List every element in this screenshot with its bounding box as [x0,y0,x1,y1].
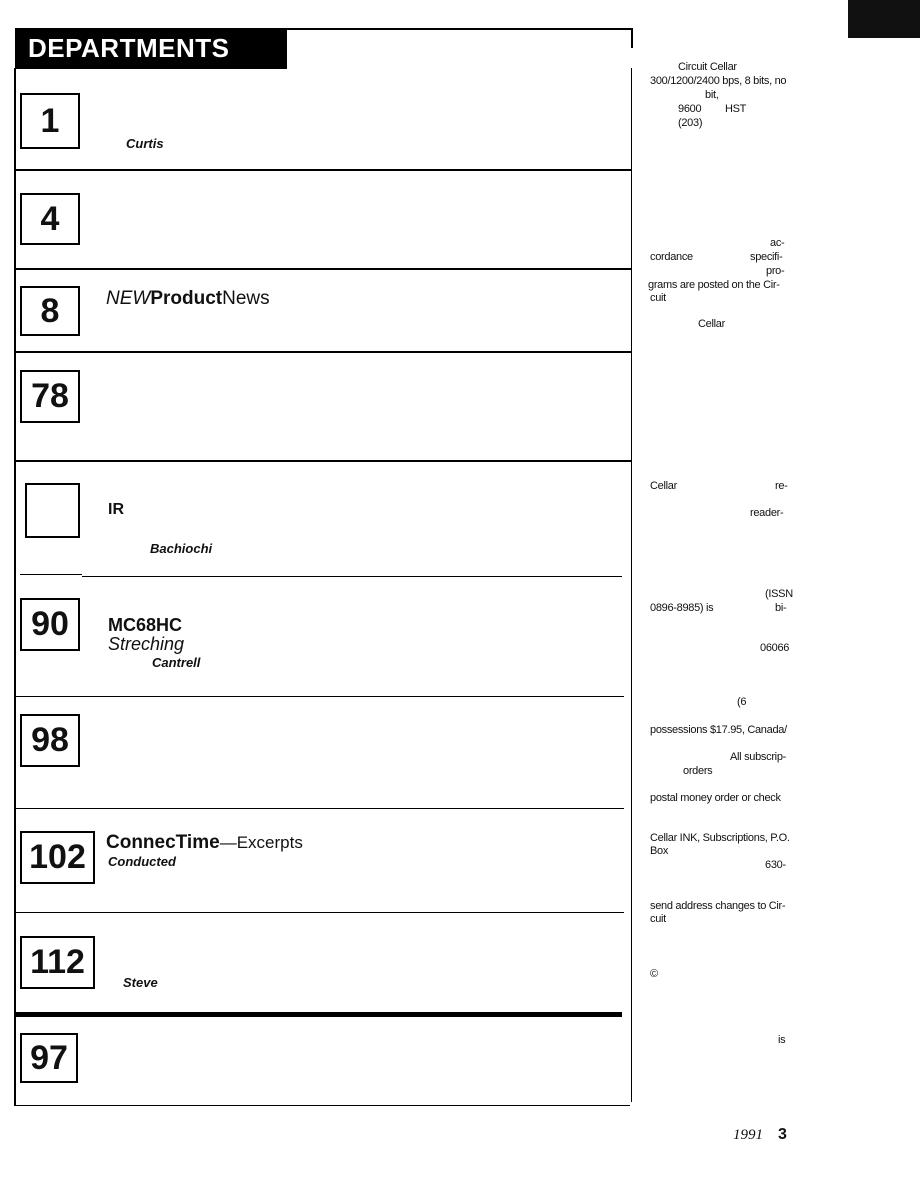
entry-author: Bachiochi [150,541,213,556]
entry-author: Curtis [126,136,164,151]
column-text: orders [683,765,713,777]
column-text: (6 [737,696,747,708]
column-text: re- [775,480,788,492]
column-text: grams are posted on the Cir- [648,279,780,291]
column-text: is [778,1034,786,1046]
separator [14,268,632,270]
page-number-box: 102 [20,831,95,884]
column-text: bi- [775,602,787,614]
column-text: 06066 [760,642,790,654]
column-text: © [650,968,658,980]
column-text: bit, [705,89,719,101]
column-text: (ISSN [765,588,793,600]
column-text: 0896-8985) is [650,602,714,614]
page-number-box: 90 [20,598,80,651]
page-number-box: 112 [20,936,95,989]
page-number-box: 4 [20,193,80,245]
separator [14,460,632,462]
top-rule [287,28,633,30]
column-text: ac- [770,237,785,249]
title-part: News [222,288,270,309]
column-text: (203) [678,117,703,129]
column-text: 300/1200/2400 bps, 8 bits, no [650,75,787,87]
page-number-box: 98 [20,714,80,767]
column-text: cuit [650,292,666,304]
column-text: send address changes to Cir- [650,900,786,912]
entry-title [106,832,303,854]
column-text: Cellar [698,318,725,330]
page-number-box: 1 [20,93,80,149]
corner-mark [848,0,920,38]
title-part: Product [150,288,223,309]
right-rule [631,68,632,1102]
entry-subtitle: Streching [108,634,185,654]
entry-author: Steve [123,975,158,990]
right-rule-top [631,28,633,48]
column-text: All subscrip- [730,751,787,763]
page-number-box: 97 [20,1033,78,1083]
left-rule [14,68,16,1106]
column-text: Box [650,845,669,857]
footer-year: 1991 [733,1127,763,1143]
entry-author: Conducted [108,854,176,869]
column-text: cordance [650,251,693,263]
title-part: NEW [106,288,151,309]
column-text: possessions $17.95, Canada/ [650,724,787,736]
column-text: Cellar INK, Subscriptions, P.O. [650,832,790,844]
column-text: postal money order or check [650,792,781,804]
bottom-rule [14,1105,630,1106]
column-text: specifi- [750,251,783,263]
section-banner: DEPARTMENTS [15,28,287,69]
page-number-box [25,483,80,538]
column-text: 630- [765,859,786,871]
entry-title [106,288,270,310]
heavy-separator [14,1012,622,1017]
column-text: pro- [766,265,785,277]
column-text: 9600 [678,103,702,115]
separator [14,351,632,353]
page-number-box: 78 [20,370,80,423]
separator [14,696,624,697]
separator [14,912,624,913]
column-text: Circuit Cellar [678,61,737,73]
entry-author: Cantrell [152,655,201,670]
separator [20,574,82,575]
column-text: reader- [750,507,784,519]
entry-title: MC68HC [108,615,183,635]
column-text: cuit [650,913,666,925]
title-part: ConnecTime [106,832,220,853]
column-text: Cellar [650,480,677,492]
title-part: —Excerpts [219,833,303,852]
page-number: 3 [778,1126,787,1143]
separator [14,808,624,809]
entry-title: IR [108,501,124,518]
separator [14,169,632,171]
page-number-box: 8 [20,286,80,336]
column-text: HST [725,103,747,115]
separator [82,576,622,577]
